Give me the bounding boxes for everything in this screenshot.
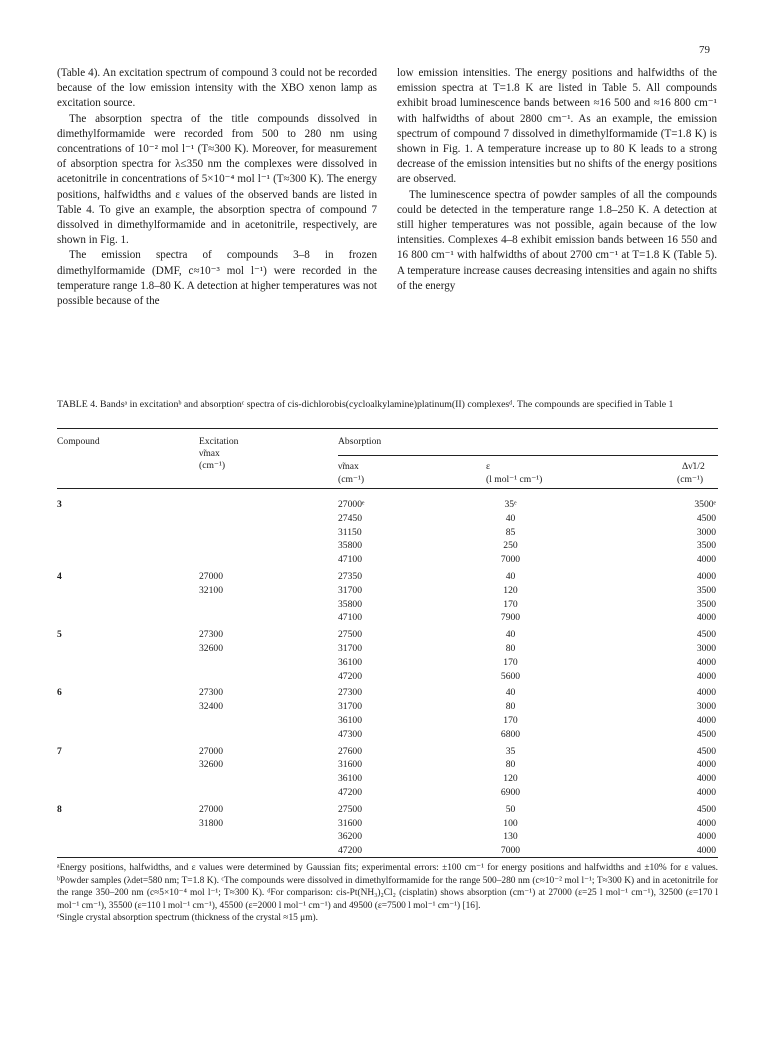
header-absorption-symbol: ν̃max (338, 461, 359, 472)
epsilon-cell: 7900 (500, 612, 521, 624)
absorption-cell: 47300 (338, 728, 362, 740)
compound-cell: 5 (57, 629, 62, 641)
compound-cell (57, 817, 199, 831)
absorption-cell: 47100 (338, 612, 362, 624)
compound-cell (57, 830, 199, 844)
compound-cell (57, 786, 199, 800)
table-row (57, 598, 718, 612)
absorption-cell: 27600 (338, 745, 362, 757)
absorption-cell: 31700 (338, 642, 362, 654)
epsilon-cell: 50 (505, 803, 516, 815)
epsilon-cell: 250 (503, 540, 518, 552)
epsilon-cell: 170 (503, 598, 518, 610)
header-absorption-unit: (cm⁻¹) (338, 474, 365, 485)
excitation-cell (199, 553, 338, 567)
halfwidth-cell: 3000 (696, 642, 716, 654)
excitation-cell: 32600 (199, 642, 223, 654)
absorption-cell: 36100 (338, 714, 362, 726)
left-text-column (57, 66, 377, 309)
table-row (57, 656, 718, 670)
halfwidth-cell: 4000 (696, 773, 716, 785)
epsilon-cell: 40 (505, 570, 516, 582)
epsilon-cell: 6900 (500, 786, 521, 798)
epsilon-cell: 80 (505, 759, 516, 771)
halfwidth-cell: 4000 (696, 687, 716, 699)
right-column-paragraph: The luminescence spectra of powder samples of all the compounds could be detected in the temperature range 1.8–250 K. A detection at still higher temperatures was not possible, again because of the low intensities. Complexes 4–8 exhibit emission bands between 16 550 and 16 800 cm⁻¹ with halfwidths of about 2700 cm⁻¹ at T=1.8 K (Table 5). A temperature increase causes decreasing intensities and again no shifts of the energy (397, 188, 717, 292)
epsilon-cell: 130 (503, 831, 518, 843)
halfwidth-cell: 4500 (696, 745, 716, 757)
excitation-cell: 27000 (199, 570, 223, 582)
compound-cell: 8 (57, 803, 62, 815)
absorption-cell: 31700 (338, 701, 362, 713)
excitation-cell (199, 498, 338, 512)
absorption-cell: 31150 (338, 526, 362, 538)
halfwidth-cell: 4000 (696, 714, 716, 726)
header-epsilon-unit: (l mol⁻¹ cm⁻¹) (486, 474, 543, 485)
halfwidth-cell: 3000 (696, 701, 716, 713)
epsilon-cell: 170 (503, 656, 518, 668)
excitation-cell: 27300 (199, 629, 223, 641)
halfwidth-cell: 4000 (696, 845, 716, 857)
compound-cell (57, 611, 199, 625)
compound-cell (57, 539, 199, 553)
excitation-cell (199, 786, 338, 800)
epsilon-cell: 6800 (500, 728, 521, 740)
compound-cell (57, 642, 199, 656)
left-column-paragraph: The emission spectra of compounds 3–8 in frozen dimethylformamide (DMF, c≈10⁻³ mol l⁻¹) were recorded in the temperature range 1.8–80 K. A detection at higher temperatures was not possible because of the (57, 249, 377, 308)
header-compound: Compound (57, 436, 100, 447)
halfwidth-cell: 4000 (696, 554, 716, 566)
header-excitation-symbol: ν̃max (199, 448, 220, 459)
halfwidth-cell: 4000 (696, 831, 716, 843)
absorption-cell: 27500 (338, 803, 362, 815)
compound-cell (57, 772, 199, 786)
compound-cell: 4 (57, 570, 62, 582)
absorption-cell: 31700 (338, 584, 362, 596)
absorption-cell: 36100 (338, 656, 362, 668)
absorption-cell: 27450 (338, 512, 362, 524)
halfwidth-cell: 4500 (696, 803, 716, 815)
table-footnotes (57, 862, 718, 925)
epsilon-cell: 80 (505, 701, 516, 713)
table-row (57, 817, 718, 831)
absorption-cell: 27350 (338, 570, 362, 582)
epsilon-cell: 120 (503, 584, 518, 596)
absorption-cell: 31600 (338, 817, 362, 829)
excitation-cell (199, 539, 338, 553)
table-row (57, 553, 718, 567)
epsilon-cell: 7000 (500, 845, 521, 857)
halfwidth-cell: 3500ᵉ (694, 499, 716, 510)
header-excitation: Excitation (199, 436, 239, 447)
footnote: ᵃEnergy positions, halfwidths, and ε values were determined by Gaussian fits; experimental errors: ±100 cm⁻¹ for energy positions and halfwidths and ±10% for ε values. ᵇPowder samples (λdet=580 nm; T=1.8 K). ᶜThe compounds were dissolved in dimethylformamide for the range 500–280 nm (c≈10⁻² mol l⁻¹; T≈300 K) and in acetonitrile for the range 350–200 nm (c≈5×10⁻⁴ mol l⁻¹; T≈300 K). ᵈFor comparison: cis-Pt(NH₃)₂Cl₂ (cisplatin) shows absorption (cm⁻¹) at 27000 (ε=25 l mol⁻¹ cm⁻¹), 32500 (ε=170 l mol⁻¹ cm⁻¹), 35500 (ε=110 l mol⁻¹ cm⁻¹), 45500 (ε=2000 l mol⁻¹ cm⁻¹) and 49500 (ε=7500 l mol⁻¹ cm⁻¹) [16]. (57, 863, 718, 911)
absorption-cell: 27000ᵉ (338, 499, 365, 510)
header-epsilon-symbol: ε (486, 461, 491, 472)
absorption-subrule (338, 455, 718, 456)
footnote: ᵉSingle crystal absorption spectrum (thickness of the crystal ≈15 μm). (57, 913, 318, 924)
table-row (57, 670, 718, 684)
table-row (57, 611, 718, 625)
epsilon-cell: 35 (505, 745, 516, 757)
halfwidth-cell: 4500 (696, 728, 716, 740)
excitation-cell (199, 611, 338, 625)
excitation-cell (199, 598, 338, 612)
epsilon-cell: 80 (505, 642, 516, 654)
excitation-cell (199, 728, 338, 742)
data-table (57, 498, 718, 858)
epsilon-cell: 35ᵉ (504, 499, 517, 510)
table-row (57, 539, 718, 553)
table-row (57, 758, 718, 772)
left-column-paragraph: (Table 4). An excitation spectrum of compound 3 could not be recorded because of the low emission intensity with the XBO xenon lamp as excitation source. (57, 67, 377, 110)
table-row (57, 800, 718, 817)
halfwidth-cell: 3500 (696, 584, 716, 596)
compound-cell (57, 584, 199, 598)
absorption-cell: 36100 (338, 773, 362, 785)
halfwidth-cell: 3000 (696, 526, 716, 538)
table-row (57, 844, 718, 858)
excitation-cell (199, 512, 338, 526)
epsilon-cell: 7000 (500, 554, 521, 566)
absorption-cell: 35800 (338, 598, 362, 610)
excitation-cell: 32100 (199, 584, 223, 596)
header-absorption: Absorption (338, 436, 382, 447)
halfwidth-cell: 4000 (696, 786, 716, 798)
absorption-cell: 47100 (338, 554, 362, 566)
excitation-cell (199, 830, 338, 844)
halfwidth-cell: 4000 (696, 759, 716, 771)
epsilon-cell: 85 (505, 526, 516, 538)
compound-cell (57, 656, 199, 670)
epsilon-cell: 170 (503, 714, 518, 726)
epsilon-cell: 100 (503, 817, 518, 829)
table-row (57, 642, 718, 656)
halfwidth-cell: 4500 (696, 629, 716, 641)
compound-cell: 3 (57, 499, 62, 510)
table-row (57, 498, 718, 512)
table-row (57, 526, 718, 540)
table-caption: TABLE 4. Bandsᵃ in excitationᵇ and absorptionᶜ spectra of cis-dichlorobis(cycloalkylamine)platinum(II) complexesᵈ. The compounds are specified in Table 1 (57, 399, 674, 410)
halfwidth-cell: 3500 (696, 540, 716, 552)
halfwidth-cell: 4000 (696, 817, 716, 829)
absorption-cell: 47200 (338, 786, 362, 798)
compound-cell (57, 844, 199, 858)
epsilon-cell: 40 (505, 629, 516, 641)
compound-cell: 7 (57, 745, 62, 757)
halfwidth-cell: 4000 (696, 570, 716, 582)
compound-cell (57, 598, 199, 612)
table-row (57, 830, 718, 844)
table-row (57, 728, 718, 742)
excitation-cell: 32600 (199, 759, 223, 771)
epsilon-cell: 5600 (500, 670, 521, 682)
absorption-cell: 36200 (338, 831, 362, 843)
compound-cell (57, 670, 199, 684)
header-halfwidth-unit: (cm⁻¹) (677, 474, 704, 485)
table-header-rule (57, 488, 718, 489)
compound-cell (57, 758, 199, 772)
excitation-cell (199, 656, 338, 670)
epsilon-cell: 40 (505, 512, 516, 524)
right-text-column (397, 66, 717, 294)
absorption-cell: 47200 (338, 845, 362, 857)
excitation-cell (199, 714, 338, 728)
halfwidth-cell: 3500 (696, 598, 716, 610)
excitation-cell: 27000 (199, 745, 223, 757)
header-halfwidth-symbol: Δν̃1/2 (682, 461, 705, 472)
excitation-cell: 27000 (199, 803, 223, 815)
absorption-cell: 35800 (338, 540, 362, 552)
excitation-cell (199, 526, 338, 540)
excitation-cell (199, 670, 338, 684)
compound-cell (57, 553, 199, 567)
compound-cell (57, 700, 199, 714)
excitation-cell: 32400 (199, 701, 223, 713)
absorption-cell: 27500 (338, 629, 362, 641)
table-row (57, 584, 718, 598)
excitation-cell: 31800 (199, 817, 223, 829)
table-row (57, 786, 718, 800)
header-excitation-unit: (cm⁻¹) (199, 460, 226, 471)
halfwidth-cell: 4000 (696, 656, 716, 668)
table-row (57, 512, 718, 526)
absorption-cell: 31600 (338, 759, 362, 771)
table-row (57, 567, 718, 584)
halfwidth-cell: 4000 (696, 670, 716, 682)
compound-cell (57, 714, 199, 728)
table-row (57, 772, 718, 786)
absorption-cell: 27300 (338, 687, 362, 699)
table-row (57, 625, 718, 642)
epsilon-cell: 120 (503, 773, 518, 785)
excitation-cell (199, 772, 338, 786)
excitation-cell (199, 844, 338, 858)
epsilon-cell: 40 (505, 687, 516, 699)
table-row (57, 742, 718, 759)
table-row (57, 700, 718, 714)
table-bottom-rule (57, 857, 718, 858)
halfwidth-cell: 4500 (696, 512, 716, 524)
compound-cell (57, 526, 199, 540)
right-column-paragraph: low emission intensities. The energy positions and halfwidths of the emission spectra at T=1.8 K are listed in Table 5. All compounds exhibit broad luminescence bands between ≈16 500 and ≈16 800 cm⁻¹ with halfwidths of about 2800 cm⁻¹. As an example, the emission spectrum of compound 7 dissolved in dimethylformamide (T=1.8 K) is shown in Fig. 1. A temperature increase up to 80 K leads to a strong decrease of the emission intensities but no shifts of the energy positions are observed. (397, 67, 717, 186)
page-number: 79 (699, 44, 710, 56)
table-row (57, 714, 718, 728)
excitation-cell: 27300 (199, 687, 223, 699)
compound-cell: 6 (57, 687, 62, 699)
absorption-cell: 47200 (338, 670, 362, 682)
table-top-rule (57, 428, 718, 429)
table-row (57, 683, 718, 700)
halfwidth-cell: 4000 (696, 612, 716, 624)
compound-cell (57, 728, 199, 742)
left-column-paragraph: The absorption spectra of the title compounds dissolved in dimethylformamide were recorded from 500 to 280 nm using concentrations of 10⁻² mol l⁻¹ (T≈300 K). Moreover, for measurement of absorption spectra for λ≤350 nm the complexes were dissolved in acetonitrile in concentrations of 5×10⁻⁴ mol l⁻¹ (T≈300 K). The energy positions, halfwidths and ε values of the observed bands are listed in Table 4. To give an example, the absorption spectra of compound 7 dissolved in dimethylformamide and in acetonitrile, respectively, are shown in Fig. 1. (57, 112, 377, 247)
compound-cell (57, 512, 199, 526)
